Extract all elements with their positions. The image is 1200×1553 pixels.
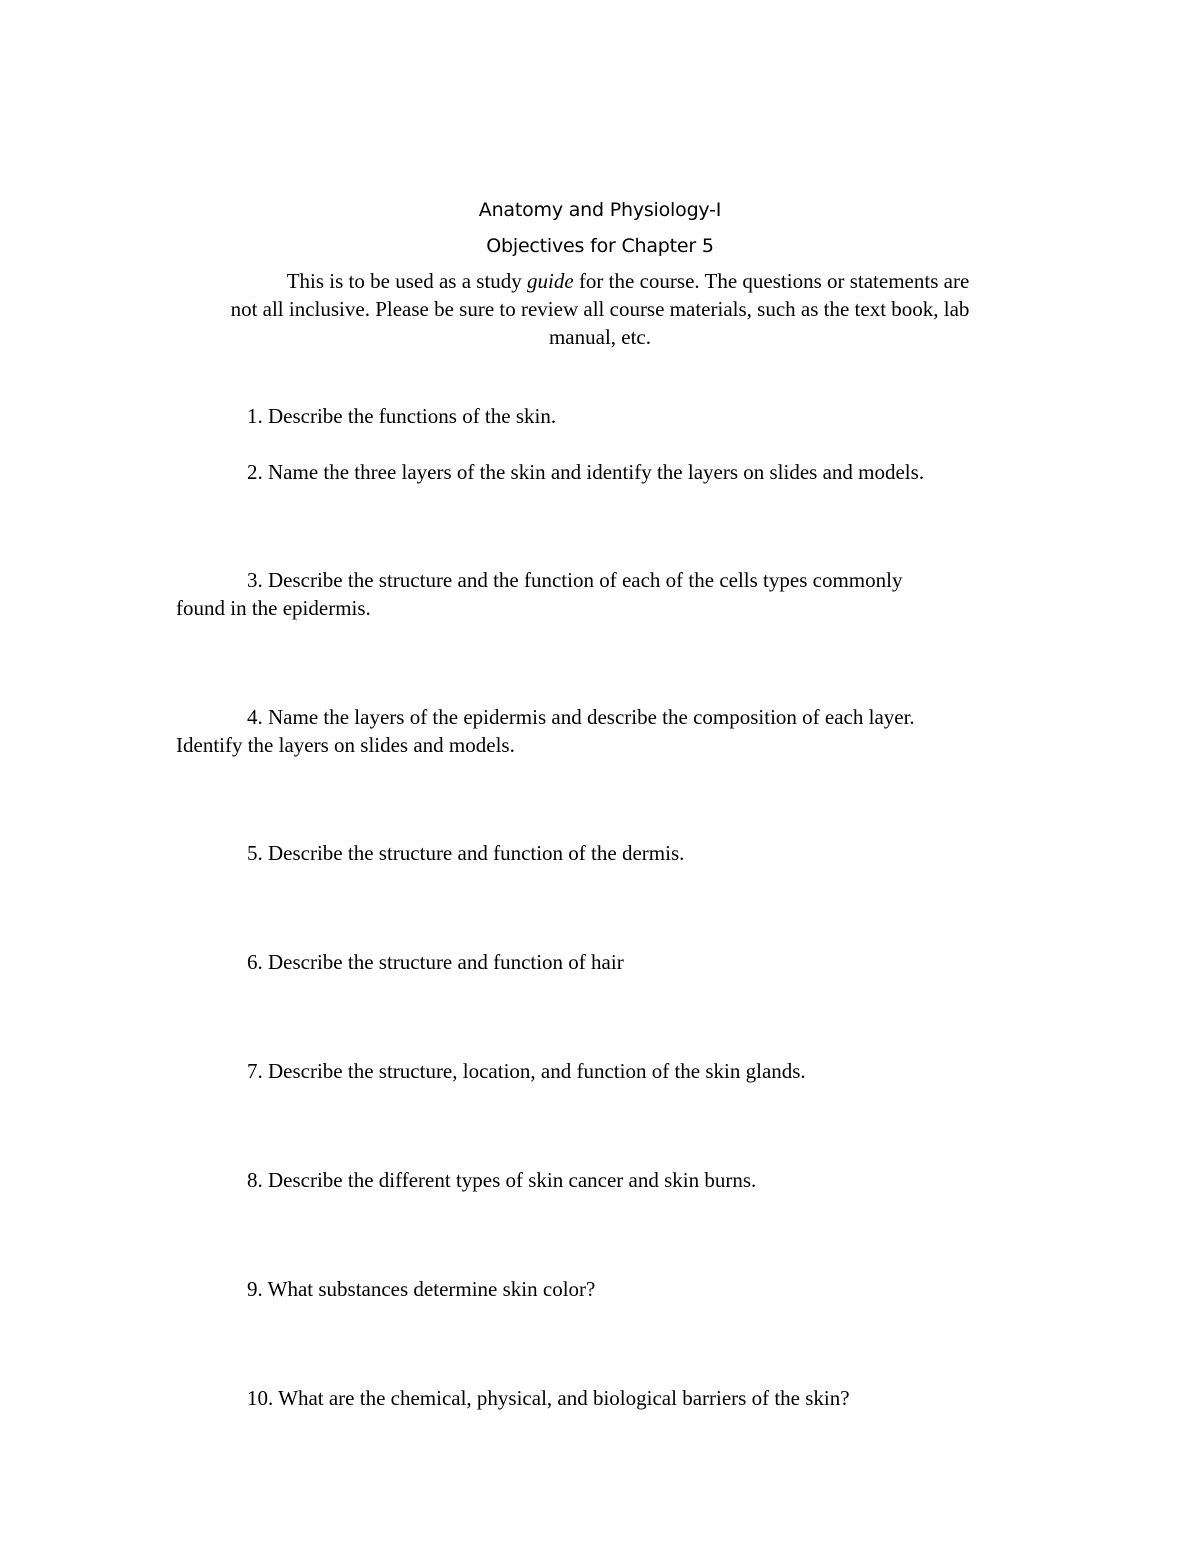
intro-paragraph [176,267,1024,351]
intro-line-1 [176,267,1024,295]
objective-text: 10. What are the chemical, physical, and biological barriers of the skin? [247,1386,850,1410]
objective-item [176,1384,1024,1412]
objective-text: 9. What substances determine skin color? [247,1277,596,1301]
objective-text: 2. Name the three layers of the skin and identify the layers on slides and models. [247,460,925,484]
objective-text: 6. Describe the structure and function of hair [247,950,624,974]
objective-text: 7. Describe the structure, location, and function of the skin glands. [247,1059,806,1083]
objective-item [176,402,1024,430]
objective-item [176,1275,1024,1303]
objective-text: 3. Describe the structure and the function of each of the cells types commonly [247,568,903,592]
objective-text: 4. Name the layers of the epidermis and describe the composition of each layer. [247,705,915,729]
objective-text: 5. Describe the structure and function of the dermis. [247,841,685,865]
course-title: Anatomy and Physiology-I [478,199,722,221]
chapter-title: Objectives for Chapter 5 [486,235,714,257]
objective-item [176,566,1024,622]
objective-item [176,839,1024,867]
objective-item [176,458,1024,486]
objective-text-continued: found in the epidermis. [176,596,371,620]
objective-text: 1. Describe the functions of the skin. [247,404,557,428]
intro-emphasis: guide [527,269,574,293]
intro-text-start: This is to be used as a study [286,269,528,293]
intro-line-2: not all inclusive. Please be sure to review all course materials, such as the text book, lab [230,297,970,321]
objective-text: 8. Describe the different types of skin cancer and skin burns. [247,1168,757,1192]
objective-text-continued: Identify the layers on slides and models. [176,733,515,757]
objective-item [176,703,1024,759]
intro-line-3: manual, etc. [548,325,652,349]
intro-text-end: for the course. The questions or statements are [573,269,970,293]
objective-item [176,1057,1024,1085]
objective-item [176,1166,1024,1194]
objective-item [176,948,1024,976]
